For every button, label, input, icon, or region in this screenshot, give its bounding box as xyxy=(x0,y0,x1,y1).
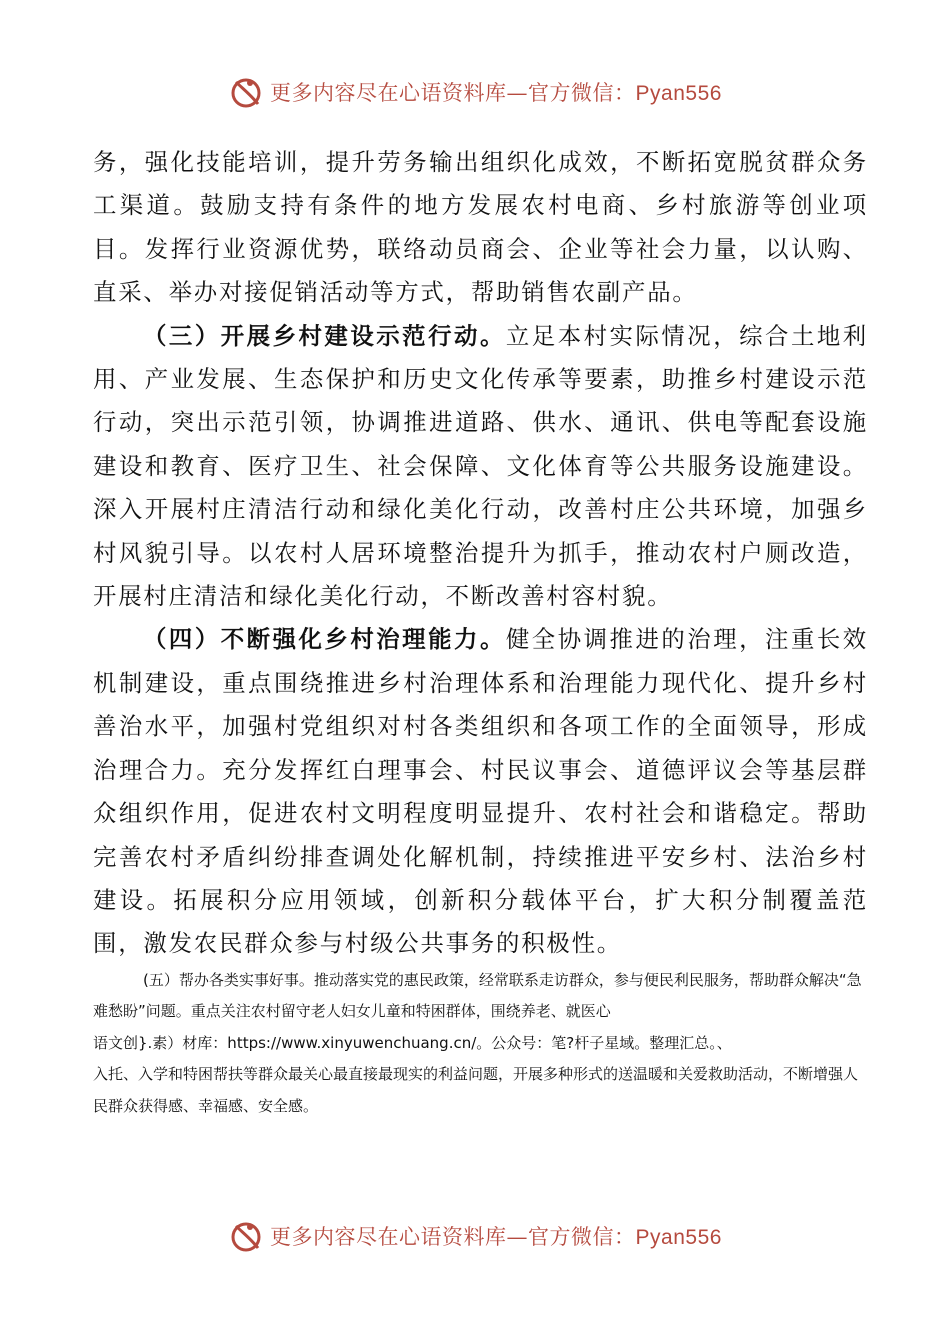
section5-line3: 入托、入学和特困帮扶等群众最关心最直接最现实的利益问题，开展多种形式的送温暖和关爱救助活动，不断增强人民群众获得感、幸福感、安全感。 xyxy=(93,1065,859,1115)
banner-text: 更多内容尽在心语资料库—官方微信：Pyan556 xyxy=(270,81,722,105)
section5-line1: (五）帮办各类实事好事。推动落实党的惠民政策，经常联系走访群众，参与便民利民服务，帮助群众解决“急难愁盼”问题。重点关注农村留守老人妇女儿童和特困群体，围绕养老、就医心 xyxy=(93,971,862,1021)
section5-block xyxy=(93,965,868,1122)
section4-heading: （四）不断强化乡村治理能力。 xyxy=(143,625,506,654)
document-body xyxy=(93,141,868,966)
section3-text: 立足本村实际情况，综合土地利用、产业发展、生态保护和历史文化传承等要素，助推乡村建设示范行动，突出示范引领，协调推进道路、供水、通讯、供电等配套设施建设和教育、医疗卫生、社会保障、文化体育等公共服务设施建设。深入开展村庄清洁行动和绿化美化行动，改善村庄公共环境，加强乡村风貌引导。以农村人居环境整治提升为抓手，推动农村户厕改造，开展村庄清洁和绿化美化行动，不断改善村容村貌。 xyxy=(93,321,868,611)
header-banner xyxy=(0,72,950,112)
section4-paragraph xyxy=(93,618,868,965)
section2-tail-paragraph: 务，强化技能培训，提升劳务输出组织化成效，不断拓宽脱贫群众务工渠道。鼓励支持有条件的地方发展农村电商、乡村旅游等创业项目。发挥行业资源优势，联络动员商会、企业等社会力量，以认购、直采、举办对接促销活动等方式，帮助销售农副产品。 xyxy=(93,148,868,307)
section3-paragraph xyxy=(93,315,868,619)
section5-line2: 语文创}.素）材库：https://www.xinyuwenchuang.cn/。公众号：笔?杆子星域。整理汇总。、 xyxy=(93,1033,732,1052)
section4-text: 健全协调推进的治理，注重长效机制建设，重点围绕推进乡村治理体系和治理能力现代化、提升乡村善治水平，加强村党组织对村各类组织和各项工作的全面领导，形成治理合力。充分发挥红白理事会、村民议事会、道德评议会等基层群众组织作用，促进农村文明程度明显提升、农村社会和谐稳定。帮助完善农村矛盾纠纷排查调处化解机制，持续推进平安乡村、法治乡村建设。拓展积分应用领域，创新积分载体平台，扩大积分制覆盖范围，激发农民群众参与村级公共事务的积极性。 xyxy=(93,625,868,958)
footer-banner xyxy=(0,1216,950,1256)
logo-icon xyxy=(228,1218,264,1254)
section3-heading: （三）开展乡村建设示范行动。 xyxy=(143,321,506,350)
banner-text: 更多内容尽在心语资料库—官方微信：Pyan556 xyxy=(270,1225,722,1249)
logo-icon xyxy=(228,74,264,110)
